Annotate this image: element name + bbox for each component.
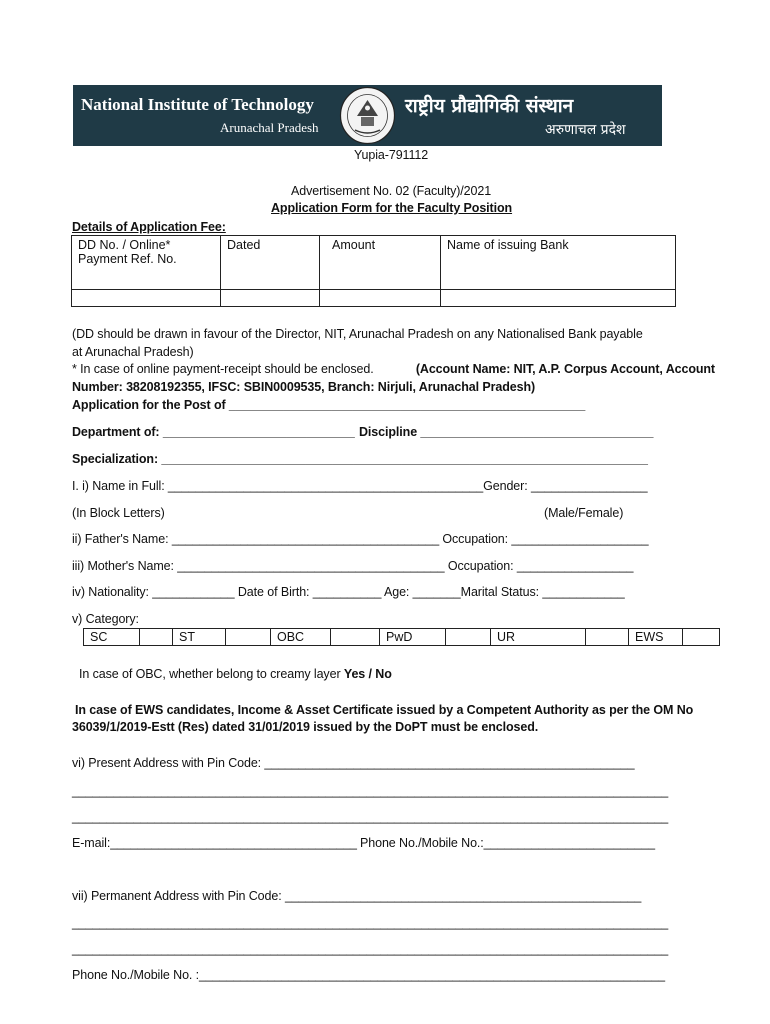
dd-note-line2: at Arunachal Pradesh) bbox=[72, 345, 194, 359]
fee-col-dd-line1: DD No. / Online* bbox=[78, 238, 171, 252]
obc-question-text: In case of OBC, whether belong to creamy layer bbox=[79, 667, 341, 681]
category-pwd: PwD bbox=[380, 629, 446, 646]
category-pwd-box[interactable] bbox=[446, 629, 491, 646]
fee-table-entry-row bbox=[72, 290, 676, 307]
category-obc-box[interactable] bbox=[331, 629, 380, 646]
father-name-field[interactable]: ii) Father's Name: _______________________________________ Occupation: ____________________ bbox=[72, 532, 649, 546]
category-ur: UR bbox=[491, 629, 586, 646]
fee-col-dated: Dated bbox=[221, 236, 320, 290]
block-letters-hint: (In Block Letters) bbox=[72, 506, 165, 520]
mother-name-field[interactable]: iii) Mother's Name: _______________________________________ Occupation: _________________ bbox=[72, 559, 634, 573]
present-address-field[interactable]: vi) Present Address with Pin Code: ______________________________________________________ bbox=[72, 756, 635, 770]
fee-heading: Details of Application Fee: bbox=[72, 220, 226, 234]
category-st: ST bbox=[173, 629, 226, 646]
fee-bank-cell[interactable] bbox=[441, 290, 676, 307]
dd-note-line1: (DD should be drawn in favour of the Director, NIT, Arunachal Pradesh on any Nationalised Bank payable bbox=[72, 327, 643, 341]
email-field[interactable]: E-mail:____________________________________ bbox=[72, 836, 357, 850]
fee-col-dd-line2: Payment Ref. No. bbox=[78, 252, 177, 266]
category-label: v) Category: bbox=[72, 612, 139, 626]
ews-note-line2: 36039/1/2019-Estt (Res) dated 31/01/2019 issued by the DoPT must be enclosed. bbox=[72, 720, 539, 734]
present-address-line2[interactable]: _______________________________________________________________________________________ bbox=[72, 784, 669, 798]
form-title: Application Form for the Faculty Position bbox=[271, 201, 513, 215]
advertisement-number: Advertisement No. 02 (Faculty)/2021 bbox=[291, 184, 492, 198]
name-gender-field[interactable]: I. i) Name in Full: ______________________________________________Gender: _________________ bbox=[72, 479, 648, 493]
online-note-text: * In case of online payment-receipt should be enclosed. bbox=[72, 362, 374, 376]
state-name-hi: अरुणाचल प्रदेश bbox=[545, 122, 626, 138]
present-address-line3[interactable]: _______________________________________________________________________________________ bbox=[72, 810, 669, 824]
category-ews: EWS bbox=[629, 629, 683, 646]
department-field[interactable]: Department of: ____________________________ bbox=[72, 425, 355, 439]
phone-field[interactable]: Phone No./Mobile No.:_________________________ bbox=[360, 836, 655, 850]
permanent-address-line2[interactable]: _______________________________________________________________________________________ bbox=[72, 916, 669, 930]
discipline-field[interactable]: Discipline __________________________________ bbox=[359, 425, 654, 439]
institute-name-en: National Institute of Technology bbox=[81, 95, 314, 114]
category-row bbox=[84, 629, 720, 646]
nationality-dob-field[interactable]: iv) Nationality: ____________ Date of Birth: __________ Age: _______Marital Status: ____________ bbox=[72, 585, 625, 599]
fee-dated-cell[interactable] bbox=[221, 290, 320, 307]
category-ur-box[interactable] bbox=[586, 629, 629, 646]
gender-hint: (Male/Female) bbox=[544, 506, 624, 520]
fee-amount-cell[interactable] bbox=[320, 290, 441, 307]
phone-mobile-field[interactable]: Phone No./Mobile No. :____________________________________________________________________ bbox=[72, 968, 665, 982]
institute-name-hi: राष्ट्रीय प्रौद्योगिकी संस्थान bbox=[405, 95, 574, 117]
account-details-line1: (Account Name: NIT, A.P. Corpus Account, Account bbox=[415, 362, 715, 376]
obc-yes-no[interactable]: Yes / No bbox=[343, 667, 392, 681]
institute-seal-logo bbox=[339, 86, 396, 145]
fee-col-amount: Amount bbox=[320, 236, 441, 290]
account-details-line2: Number: 38208192355, IFSC: SBIN0009535, Branch: Nirjuli, Arunachal Pradesh) bbox=[72, 380, 536, 394]
state-name-en: Arunachal Pradesh bbox=[220, 120, 319, 135]
category-obc: OBC bbox=[271, 629, 331, 646]
ews-note-line1: In case of EWS candidates, Income & Asset Certificate issued by a Competent Authority as per the OM No bbox=[75, 703, 694, 717]
fee-table bbox=[71, 235, 676, 307]
category-sc: SC bbox=[84, 629, 140, 646]
post-field[interactable]: Application for the Post of ____________________________________________________ bbox=[72, 398, 586, 412]
obc-creamy-layer-question bbox=[79, 667, 392, 681]
online-note bbox=[72, 362, 715, 376]
category-sc-box[interactable] bbox=[140, 629, 173, 646]
address: Yupia-791112 bbox=[354, 148, 429, 162]
fee-col-bank: Name of issuing Bank bbox=[441, 236, 676, 290]
institute-banner bbox=[73, 85, 662, 146]
category-ews-box[interactable] bbox=[683, 629, 720, 646]
category-st-box[interactable] bbox=[226, 629, 271, 646]
fee-table-header bbox=[72, 236, 676, 290]
permanent-address-line3[interactable]: _______________________________________________________________________________________ bbox=[72, 942, 669, 956]
fee-col-dd bbox=[72, 236, 221, 290]
specialization-field[interactable]: Specialization: _______________________________________________________________________ bbox=[72, 452, 648, 466]
category-table bbox=[83, 628, 720, 646]
permanent-address-field[interactable]: vii) Permanent Address with Pin Code: ____________________________________________________ bbox=[72, 889, 642, 903]
fee-dd-cell[interactable] bbox=[72, 290, 221, 307]
